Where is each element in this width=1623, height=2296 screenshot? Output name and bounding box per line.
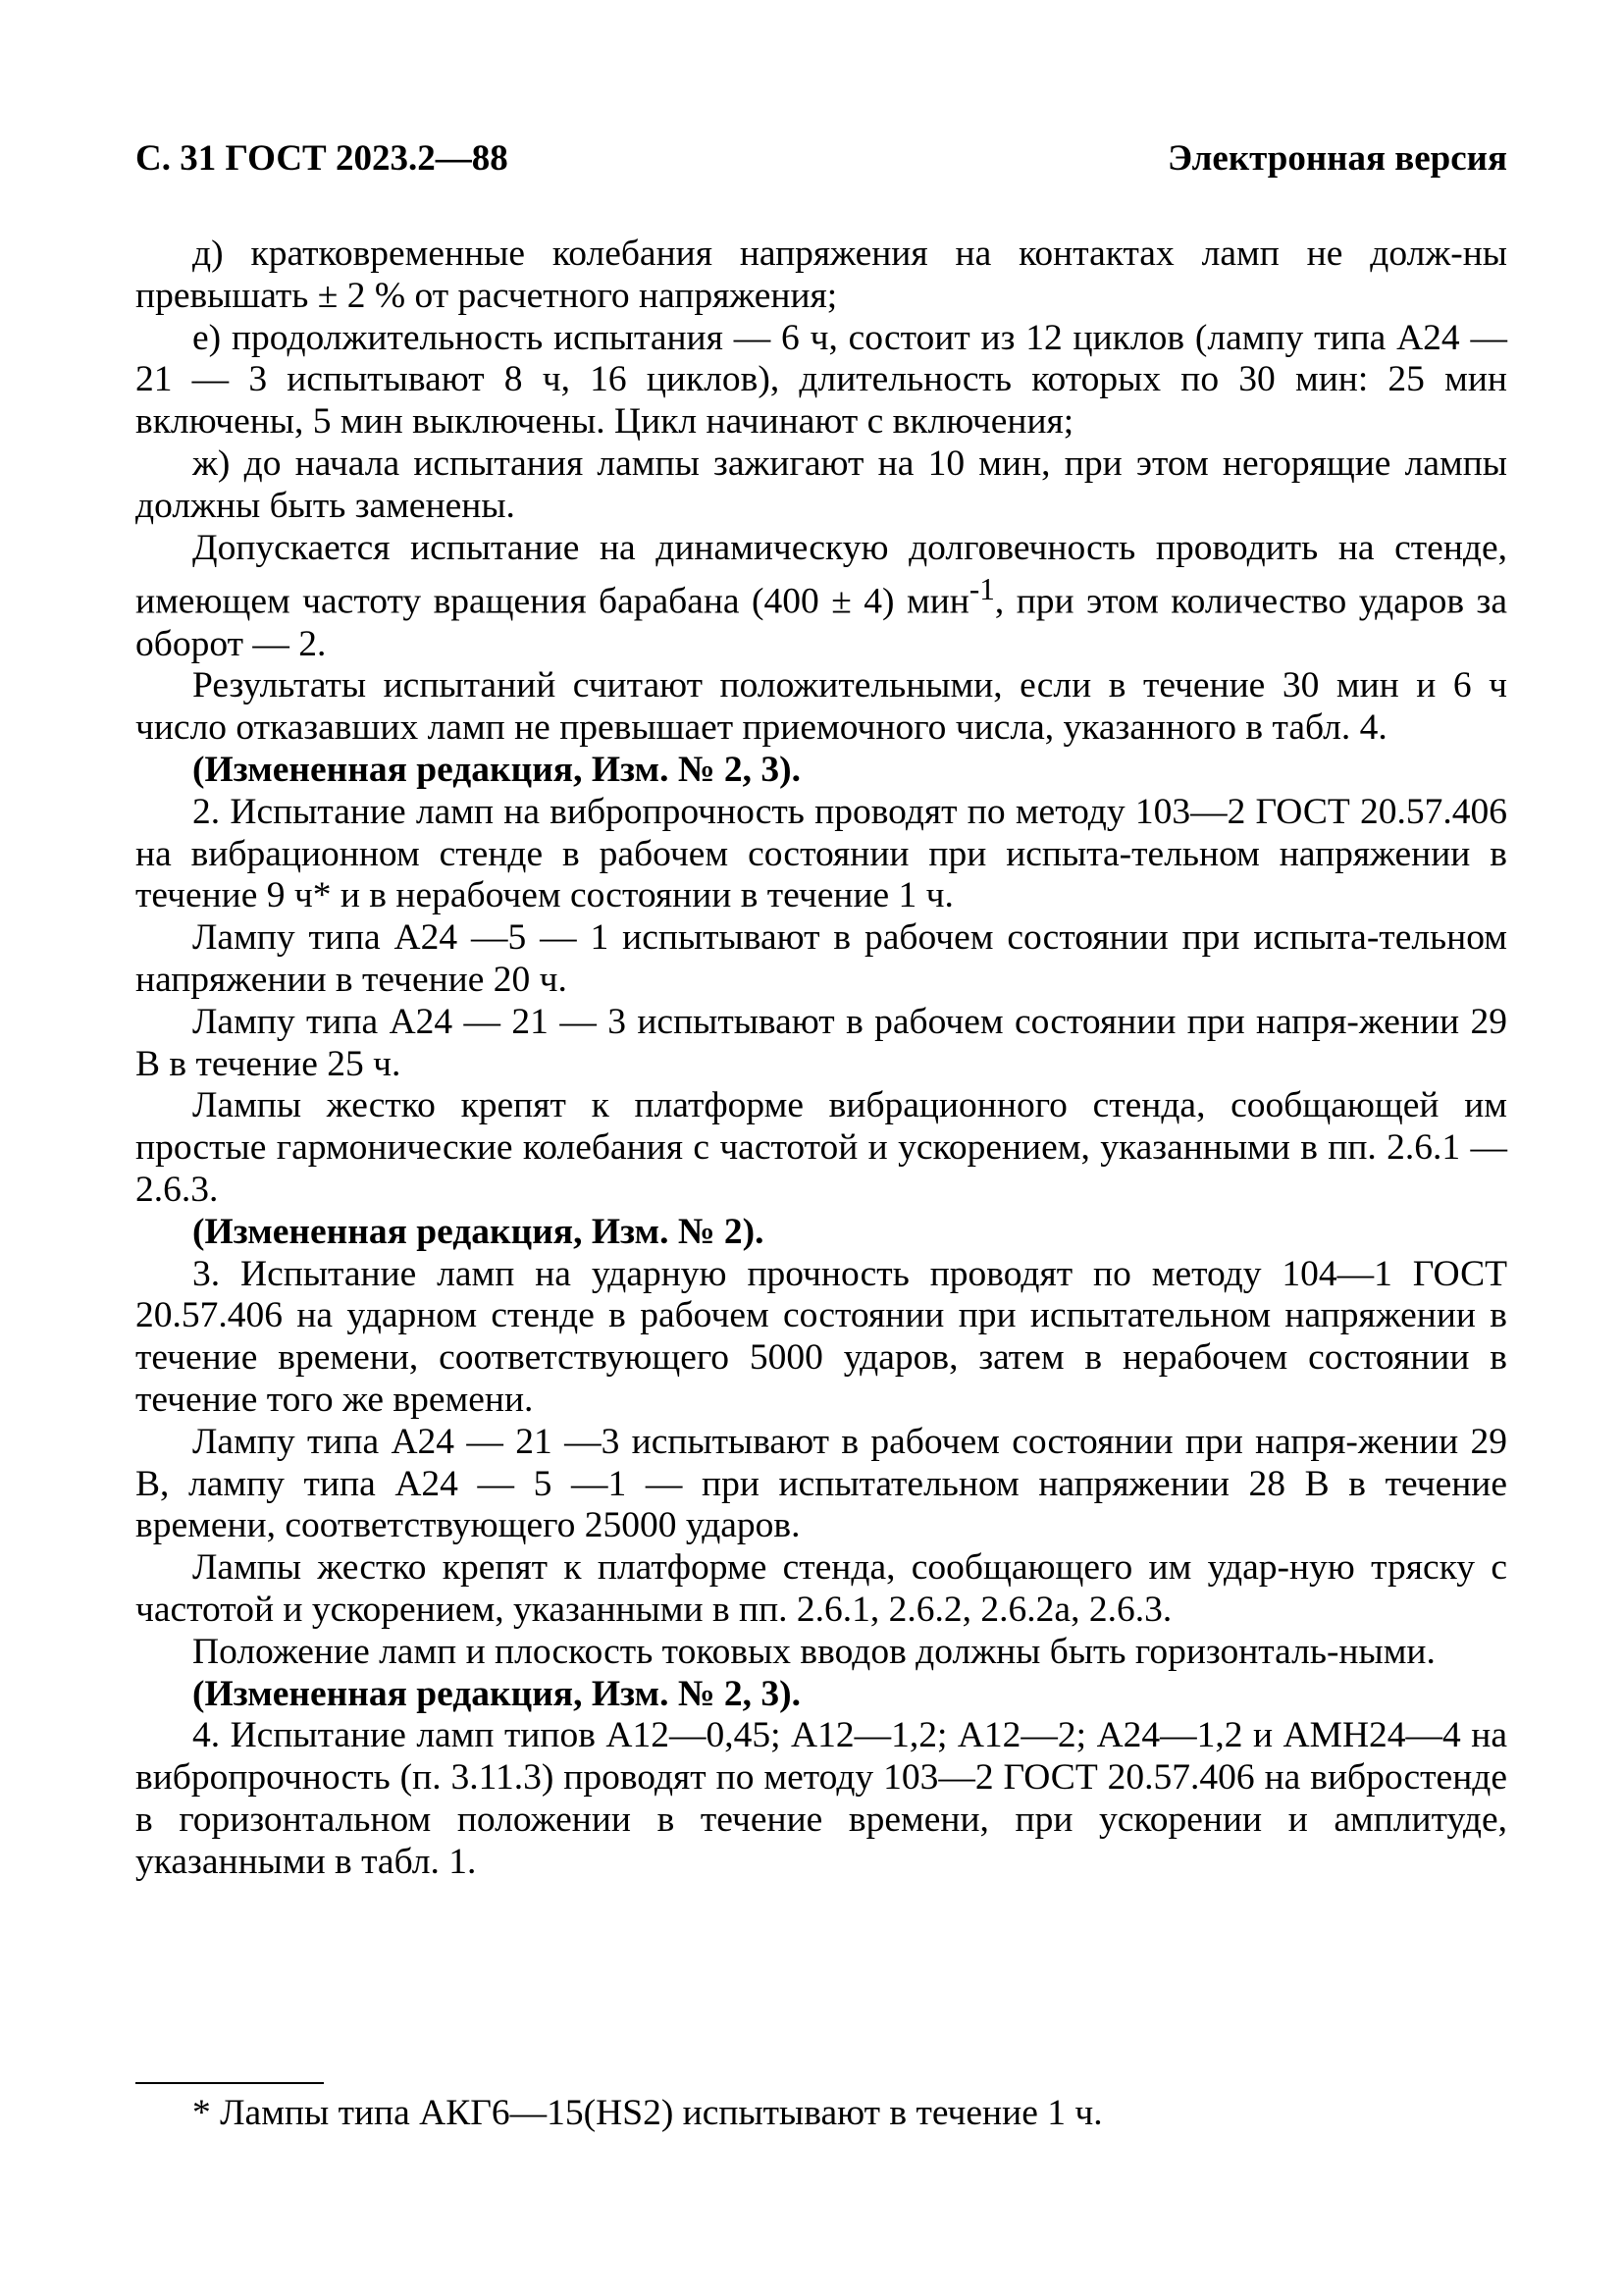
paragraph-text: Допускается испытание на динамическую долговечность проводить на стенде, имеющем частоту вращения барабана (400 ± 4) мин <box>135 527 1507 622</box>
paragraph-section-3: 3. Испытание ламп на ударную прочность проводят по методу 104—1 ГОСТ 20.57.406 на ударном стенде в рабочем состоянии при испытательном напряжении в течение времени, соответствующего 5000 ударов, затем в нерабочем состоянии в течение того же времени. <box>135 1253 1507 1421</box>
amendment-note: (Измененная редакция, Изм. № 2, 3). <box>192 1673 802 1714</box>
paragraph-item-e: е) продолжительность испытания — 6 ч, состоит из 12 циклов (лампу типа А24 — 21 — 3 испытывают 8 ч, 16 циклов), длительность которых по 30 мин: 25 мин включены, 5 мин выключены. Цикл начинают с включения; <box>135 317 1507 443</box>
paragraph-section-2: 2. Испытание ламп на вибропрочность проводят по методу 103—2 ГОСТ 20.57.406 на вибрационном стенде в рабочем состоянии при испыта-тельном напряжении в течение 9 ч* и в нерабочем состоянии в течение 1 ч. <box>135 791 1507 916</box>
document-body <box>135 234 1507 1884</box>
paragraph-mounting-shock: Лампы жестко крепят к платформе стенда, сообщающего им удар-ную тряску с частотой и ускорением, указанными в пп. 2.6.1, 2.6.2, 2.6.2а, 2.6.3. <box>135 1547 1507 1630</box>
paragraph-results: Результаты испытаний считают положительными, если в течение 30 мин и 6 ч число отказавших ламп не превышает приемочного числа, указанного в табл. 4. <box>135 665 1507 749</box>
footnote-divider <box>135 2082 324 2084</box>
paragraph-position: Положение ламп и плоскость токовых вводов должны быть горизонталь-ными. <box>192 1631 1436 1672</box>
paragraph-mounting-vibration: Лампы жестко крепят к платформе вибрационного стенда, сообщающей им простые гармонические колебания с частотой и ускорением, указанными в пп. 2.6.1 — 2.6.3. <box>135 1085 1507 1211</box>
superscript-exponent: -1 <box>969 572 995 607</box>
paragraph-section-4: 4. Испытание ламп типов А12—0,45; А12—1,2; А12—2; А24—1,2 и АМН24—4 на вибропрочность (п. 3.11.3) проводят по методу 103—2 ГОСТ 20.57.406 на вибростенде в горизонтальном положении в течение времени, при ускорении и амплитуде, указанными в табл. 1. <box>135 1715 1507 1882</box>
paragraph-item-d: д) кратковременные колебания напряжения на контактах ламп не долж-ны превышать ± 2 % от расчетного напряжения; <box>135 234 1507 316</box>
page-number-and-standard: С. 31 ГОСТ 2023.2—88 <box>135 138 508 179</box>
electronic-version-label: Электронная версия <box>1168 138 1507 179</box>
footnote: * Лампы типа АКГ6—15(HS2) испытывают в течение 1 ч. <box>192 2093 1103 2133</box>
paragraph-item-zh: ж) до начала испытания лампы зажигают на 10 мин, при этом негорящие лампы должны быть заменены. <box>135 443 1507 526</box>
amendment-note: (Измененная редакция, Изм. № 2). <box>192 1211 764 1252</box>
page-header <box>135 137 1507 196</box>
paragraph-lamp-a24-21-3: Лампу типа А24 — 21 — 3 испытывают в рабочем состоянии при напря-жении 29 В в течение 25 ч. <box>135 1001 1507 1084</box>
amendment-note: (Измененная редакция, Изм. № 2, 3). <box>192 750 802 791</box>
paragraph-dynamic-durability <box>135 528 1507 666</box>
paragraph-shock-voltage: Лампу типа А24 — 21 —3 испытывают в рабочем состоянии при напря-жении 29 В, лампу типа А24 — 5 —1 — при испытательном напряжении 28 В в течение времени, соответствующего 25000 ударов. <box>135 1421 1507 1546</box>
paragraph-lamp-a24-5-1: Лампу типа А24 —5 — 1 испытывают в рабочем состоянии при испыта-тельном напряжении в течение 20 ч. <box>135 917 1507 1001</box>
paragraph-text-after: , при этом количество ударов за оборот — 2. <box>135 581 1507 664</box>
